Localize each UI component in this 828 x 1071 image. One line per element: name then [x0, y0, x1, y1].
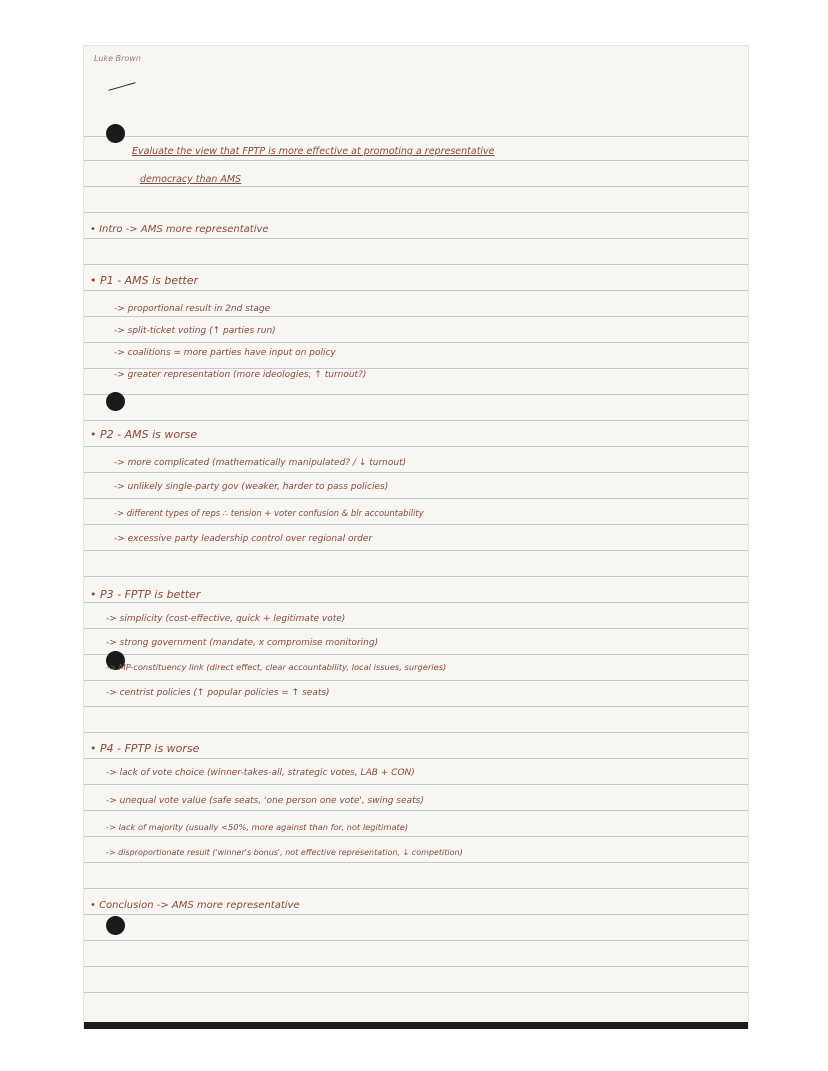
rule-line [84, 940, 748, 941]
rule-line [84, 446, 748, 447]
section-heading-p3: • P3 - FPTP is better [90, 588, 201, 601]
rule-line [84, 420, 748, 421]
point-p4-4: -> disproportionate result ('winner's bonus', not effective representation, ↓ competition) [106, 848, 463, 857]
essay-title-line-2: democracy than AMS [140, 174, 242, 185]
punch-hole [106, 916, 125, 935]
rule-line [84, 914, 748, 915]
point-p2-2: -> unlikely single-party gov (weaker, harder to pass policies) [114, 482, 389, 492]
point-p4-2: -> unequal vote value (safe seats, 'one person one vote', swing seats) [106, 796, 424, 806]
rule-line [84, 524, 748, 525]
rule-line [84, 186, 748, 187]
point-p4-1: -> lack of vote choice (winner-takes-all, strategic votes, LAB + CON) [106, 768, 415, 778]
point-p2-3: -> different types of reps ∴ tension + voter confusion & blr accountability [114, 508, 424, 518]
rule-line [84, 264, 748, 265]
section-heading-p1: • P1 - AMS is better [90, 274, 199, 287]
rule-line [84, 290, 748, 291]
punch-hole [106, 124, 125, 143]
rule-line [84, 576, 748, 577]
rule-line [84, 160, 748, 161]
point-p1-4: -> greater representation (more ideologies, ↑ turnout?) [114, 370, 367, 380]
point-p2-1: -> more complicated (mathematically manipulated? / ↓ turnout) [114, 458, 407, 468]
point-p3-2: -> strong government (mandate, x compromise monitoring) [106, 638, 379, 648]
rule-line [84, 654, 748, 655]
rule-line [84, 706, 748, 707]
pen-mark [108, 82, 135, 91]
point-p1-2: -> split-ticket voting (↑ parties run) [114, 326, 276, 336]
rule-line [84, 966, 748, 967]
rule-line [84, 680, 748, 681]
point-p1-3: -> coalitions = more parties have input on policy [114, 348, 336, 358]
essay-title-line-1: Evaluate the view that FPTP is more effective at promoting a representative [132, 146, 495, 157]
rule-line [84, 238, 748, 239]
rule-line [84, 810, 748, 811]
point-p2-4: -> excessive party leadership control over regional order [114, 534, 373, 544]
rule-line [84, 394, 748, 395]
rule-line [84, 992, 748, 993]
rule-line [84, 784, 748, 785]
intro-line: • Intro -> AMS more representative [90, 224, 269, 235]
rule-line [84, 368, 748, 369]
punch-hole [106, 392, 125, 411]
rule-line [84, 342, 748, 343]
rule-line [84, 316, 748, 317]
rule-line [84, 472, 748, 473]
rule-line [84, 732, 748, 733]
notebook-page [84, 46, 748, 1028]
rule-line [84, 862, 748, 863]
point-p3-3: -> MP-constituency link (direct effect, clear accountability, local issues, surgeries) [106, 662, 447, 672]
rule-line [84, 888, 748, 889]
rule-line [84, 550, 748, 551]
conclusion-line: • Conclusion -> AMS more representative [90, 900, 300, 911]
rule-line [84, 498, 748, 499]
rule-line [84, 602, 748, 603]
point-p3-1: -> simplicity (cost-effective, quick + legitimate vote) [106, 614, 346, 624]
rule-line [84, 628, 748, 629]
section-heading-p2: • P2 - AMS is worse [90, 428, 198, 441]
section-heading-p4: • P4 - FPTP is worse [90, 742, 200, 755]
page-bottom-edge [84, 1022, 748, 1029]
rule-line [84, 136, 748, 137]
author-name: Luke Brown [94, 54, 141, 63]
rule-line [84, 212, 748, 213]
point-p4-3: -> lack of majority (usually <50%, more against than for, not legitimate) [106, 822, 409, 832]
rule-line [84, 836, 748, 837]
point-p3-4: -> centrist policies (↑ popular policies = ↑ seats) [106, 688, 330, 698]
rule-line [84, 758, 748, 759]
point-p1-1: -> proportional result in 2nd stage [114, 304, 271, 314]
